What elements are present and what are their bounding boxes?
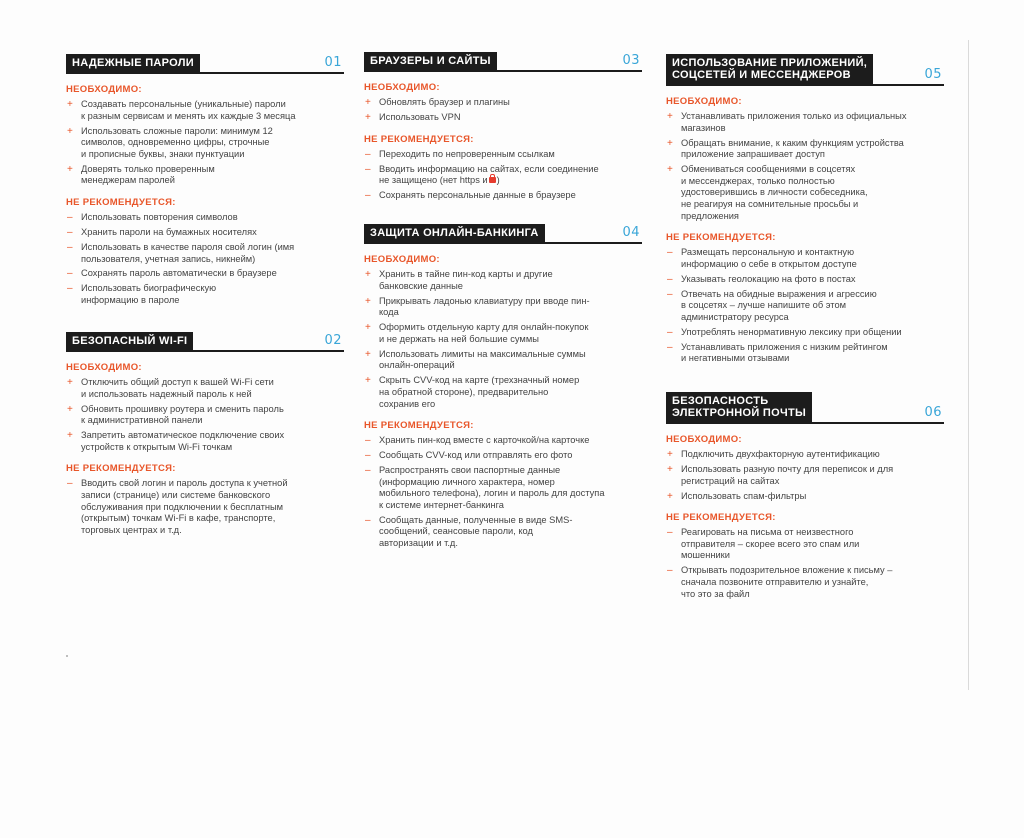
not-recommended-list	[666, 527, 944, 600]
section-title: ЗАЩИТА ОНЛАЙН-БАНКИНГА	[364, 224, 545, 242]
section-header	[66, 328, 344, 352]
list-item: – Сохранять пароль автоматически в браузере	[67, 268, 277, 280]
need-list	[666, 111, 944, 222]
list-item: – Сообщать CVV-код или отправлять его фото	[365, 450, 573, 462]
section-number: 04	[622, 225, 640, 240]
section-strong-passwords	[66, 50, 344, 310]
list-item: + Доверять только проверенным менеджерам паролей	[67, 163, 215, 186]
list-item: + Обращать внимание, к каким функциям устройства приложение запрашивает доступ	[667, 137, 904, 160]
list-item: – Использовать биографическую информацию в пароле	[67, 283, 217, 306]
list-item: + Обновлять браузер и плагины	[365, 97, 510, 108]
need-list	[666, 449, 944, 502]
need-label: НЕОБХОДИМО:	[666, 434, 742, 445]
need-list	[66, 99, 344, 187]
section-number: 03	[622, 53, 640, 68]
list-item: + Устанавливать приложения только из официальных магазинов	[667, 111, 907, 133]
section-header	[666, 50, 944, 86]
list-item: – Открывать подозрительное вложение к письму – сначала позвоните отправителю и узнайте, что это за файл	[667, 565, 893, 599]
need-label: НЕОБХОДИМО:	[66, 362, 142, 373]
not-recommended-label: НЕ РЕКОМЕНДУЕТСЯ:	[666, 232, 776, 244]
section-email-security	[666, 388, 944, 604]
not-recommended-list	[666, 247, 944, 365]
list-item: + Создавать персональные (уникальные) пароли к разным сервисам и менять их каждые 3 месяца	[67, 99, 296, 121]
section-title: ИСПОЛЬЗОВАНИЕ ПРИЛОЖЕНИЙ, СОЦСЕТЕЙ И МЕССЕНДЖЕРОВ	[666, 54, 873, 84]
need-label: НЕОБХОДИМО:	[666, 96, 742, 107]
list-item: – Хранить пароли на бумажных носителях	[67, 226, 257, 238]
section-title: БРАУЗЕРЫ И САЙТЫ	[364, 52, 497, 70]
list-item: + Использовать спам-фильтры	[667, 490, 807, 502]
list-item: – Вводить свой логин и пароль доступа к учетной записи (странице) или системе банковского обслуживания при подключении к бесплатным (открытым) точкам Wi-Fi в кафе, транспорте, торговых центрах и т.д.	[67, 478, 288, 535]
section-title: НАДЕЖНЫЕ ПАРОЛИ	[66, 54, 200, 72]
list-item: + Оформить отдельную карту для онлайн-покупок и не держать на ней большие суммы	[365, 322, 589, 344]
list-item: – Реагировать на письма от неизвестного отправителя – скорее всего это спам или мошенники	[667, 527, 860, 561]
not-recommended-list	[66, 478, 344, 536]
section-number: 06	[924, 405, 942, 420]
list-item: + Запретить автоматическое подключение своих устройств к открытым Wi-Fi точкам	[67, 430, 285, 452]
section-header	[666, 388, 944, 424]
section-header	[66, 50, 344, 74]
not-recommended-label: НЕ РЕКОМЕНДУЕТСЯ:	[364, 133, 474, 145]
list-item: + Скрыть CVV-код на карте (трехзначный номер на обратной стороне), предварительно сохранив его	[365, 375, 580, 409]
not-recommended-label: НЕ РЕКОМЕНДУЕТСЯ:	[66, 463, 176, 475]
list-item: + Использовать сложные пароли: минимум 12 символов, одновременно цифры, строчные и прописные буквы, знаки пунктуации	[67, 125, 273, 159]
section-safe-wifi	[66, 328, 344, 540]
list-item: + Использовать VPN	[365, 111, 461, 123]
list-item: – Отвечать на обидные выражения и агрессию в соцсетях – лучше напишите об этом администратору ресурса	[667, 288, 877, 322]
section-number: 02	[324, 333, 342, 348]
list-item: – Сообщать данные, полученные в виде SMS- сообщений, сеансовые пароли, код авторизации и т.д.	[365, 514, 573, 549]
list-item: + Использовать лимиты на максимальные суммы онлайн-операций	[365, 348, 586, 371]
need-label: НЕОБХОДИМО:	[364, 82, 440, 93]
list-item: + Обновить прошивку роутера и сменить пароль к административной панели	[67, 403, 284, 426]
need-label: НЕОБХОДИМО:	[364, 254, 440, 265]
scan-speck	[66, 655, 68, 657]
not-recommended-list	[364, 149, 642, 202]
list-item: – Употреблять ненормативную лексику при общении	[667, 326, 902, 338]
section-title: БЕЗОПАСНОСТЬ ЭЛЕКТРОННОЙ ПОЧТЫ	[666, 392, 812, 422]
section-title: БЕЗОПАСНЫЙ WI-FI	[66, 332, 193, 350]
list-item: + Хранить в тайне пин-код карты и другие банковские данные	[365, 269, 553, 291]
list-item: + Обмениваться сообщениями в соцсетях и мессенджерах, только полностью удостоверившись в личности собеседника, не реагируя на сомнительные просьбы и предложения	[667, 164, 868, 221]
not-recommended-list	[364, 435, 642, 550]
list-item: + Использовать разную почту для переписок и для регистраций на сайтах	[667, 463, 894, 486]
lock-icon	[489, 177, 496, 183]
not-recommended-list	[66, 212, 344, 307]
list-item: + Отключить общий доступ к вашей Wi-Fi сети и использовать надежный пароль к ней	[67, 377, 274, 399]
list-item: – Размещать персональную и контактную информацию о себе в открытом доступе	[667, 247, 857, 269]
list-item: + Подключить двухфакторную аутентификацию	[667, 449, 880, 460]
list-item: – Указывать геолокацию на фото в постах	[667, 273, 856, 285]
not-recommended-label: НЕ РЕКОМЕНДУЕТСЯ:	[66, 196, 176, 208]
section-number: 05	[924, 67, 942, 82]
need-label: НЕОБХОДИМО:	[66, 84, 142, 95]
list-item: – Переходить по непроверенным ссылкам	[365, 148, 555, 160]
list-item: – Устанавливать приложения с низким рейтингом и негативными отзывами	[667, 341, 888, 364]
section-apps-social-messengers	[666, 50, 944, 368]
section-online-banking	[364, 220, 642, 553]
section-header	[364, 48, 642, 72]
not-recommended-label: НЕ РЕКОМЕНДУЕТСЯ:	[666, 512, 776, 524]
list-item: + Прикрывать ладонью клавиатуру при вводе пин- кода	[365, 295, 590, 318]
list-item: – Хранить пин-код вместе с карточкой/на карточке	[365, 435, 590, 447]
list-item: – Использовать повторения символов	[67, 211, 238, 223]
list-item: – Вводить информацию на сайтах, если соединение не защищено (нет https и )	[365, 163, 599, 186]
need-list	[364, 269, 642, 410]
list-item: – Сохранять персональные данные в браузере	[365, 190, 576, 202]
section-number: 01	[324, 55, 342, 70]
section-header	[364, 220, 642, 244]
list-item: – Распространять свои паспортные данные (информацию личного характера, номер мобильного телефона), логин и пароль для доступа к системе интернет-банкинга	[365, 465, 605, 510]
need-list	[364, 97, 642, 124]
page-edge-line	[968, 40, 969, 690]
need-list	[66, 377, 344, 453]
not-recommended-label: НЕ РЕКОМЕНДУЕТСЯ:	[364, 420, 474, 432]
list-item: – Использовать в качестве пароля свой логин (имя пользователя, учетная запись, никнейм)	[67, 241, 295, 264]
section-browsers-sites	[364, 48, 642, 205]
